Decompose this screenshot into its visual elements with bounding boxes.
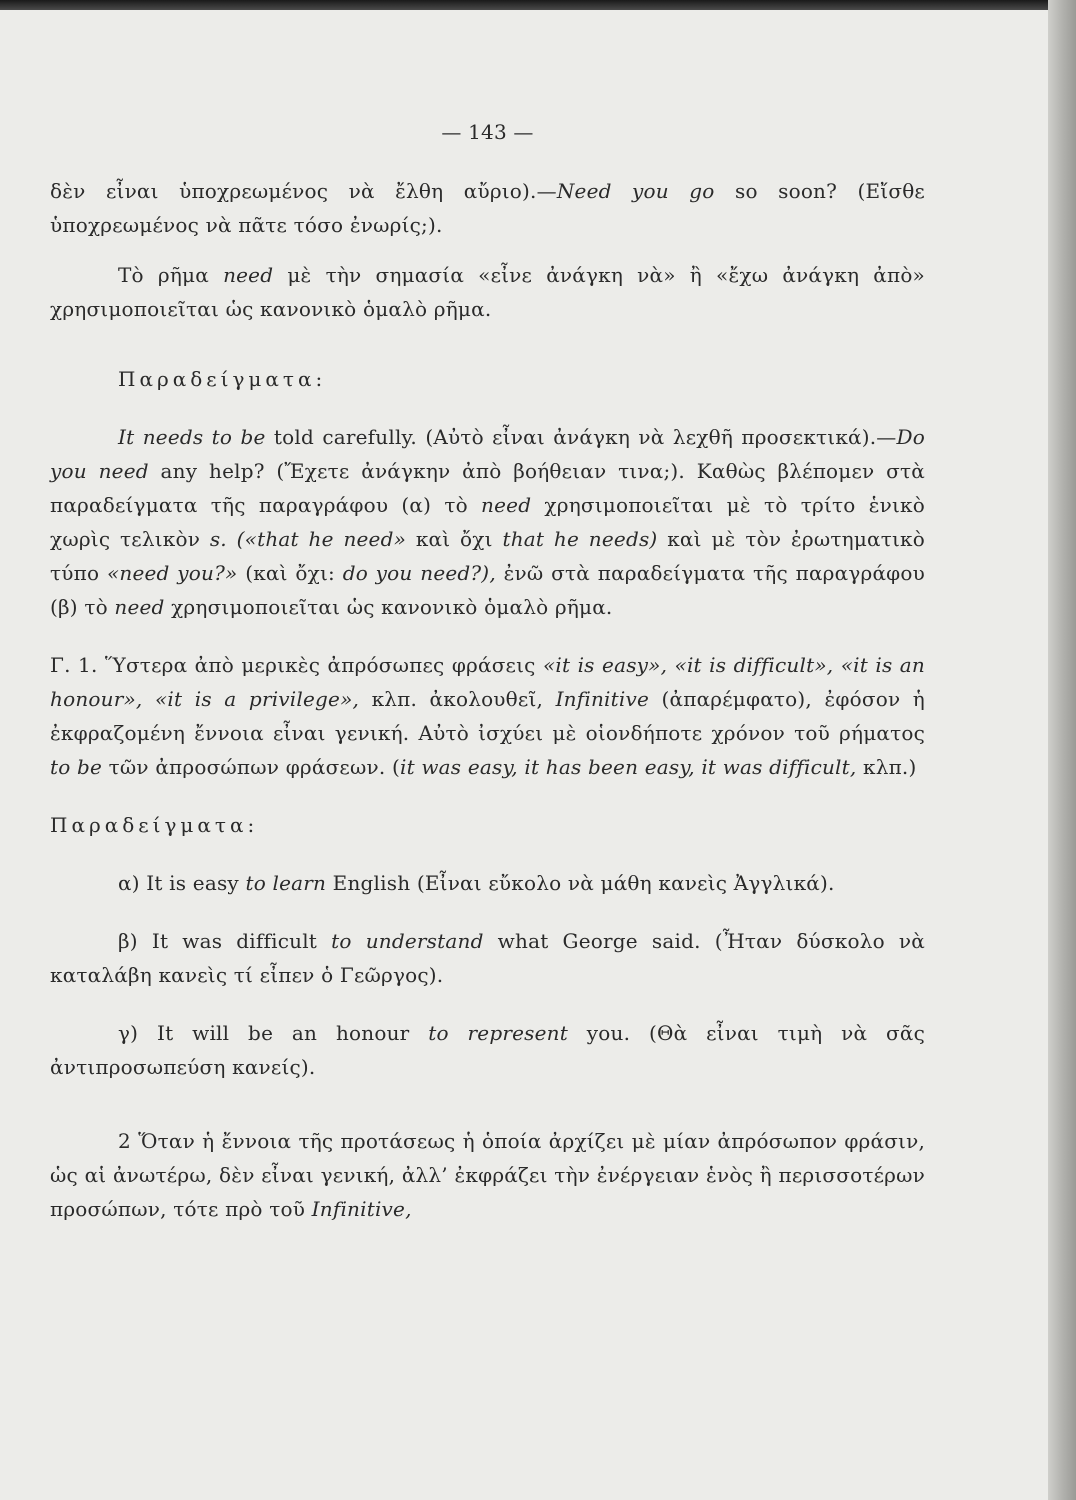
italic-run: to be [50,755,103,779]
page-edge-shadow [1048,0,1076,1500]
text-run: what George said. (Ἦταν δύσκολο νὰ καταλάβη κανεὶς τί εἶπεν ὁ Γεῶργος). [50,929,925,987]
text-run: you. (Θὰ εἶναι τιμὴ νὰ σᾶς ἀντιπροσωπεύση κανείς). [50,1021,925,1079]
text-run: καὶ μὲ τὸν ἐρωτηματικὸ τύπο [50,527,925,585]
page-number: — 143 — [441,120,534,144]
italic-run: Do you need [50,425,925,483]
text-run: κλπ.) [856,755,917,779]
text-run: Τὸ ρῆμα [118,263,224,287]
text-run: κλπ. ἀκολουθεῖ, [359,687,556,711]
text-run: δὲν εἶναι ὑποχρεωμένος νὰ ἔλθη αὔριο).— [50,179,557,203]
italic-run: Infinitive, [311,1197,412,1221]
paragraph-section-g1 [50,648,925,784]
text-run: English (Εἶναι εὔκολο νὰ μάθη κανεὶς Ἀγγλικά). [326,871,835,895]
text-run: any help? (Ἔχετε ἀνάγκην ἀπὸ βοήθειαν τινα;). Καθὼς βλέπομεν στὰ παραδείγματα τῆς παραγράφου (α) τὸ [50,459,925,517]
text-run: (καὶ ὄχι: [237,561,343,585]
paragraph-need-examples [50,420,925,624]
italic-run: that he needs) [502,527,658,551]
italic-run: Infinitive [555,687,650,711]
scan-top-shadow [0,0,1076,10]
italic-run: «it is easy», «it is difficult», «it is an honour», «it is a privilege», [50,653,926,711]
italic-run: to learn [245,871,327,895]
page-text [50,118,925,1226]
paragraph-continuation [50,174,925,242]
text-run: (ἀπαρέμφατο), ἐφόσον ἡ ἐκφραζομένη ἔννοια εἶναι γενική. Αὐτὸ ἰσχύει μὲ οἱονδήποτε χρόνον τοῦ ρήματος [50,687,925,745]
example-b [50,924,925,992]
text-run: 2 Ὅταν ἡ ἔννοια τῆς προτάσεως ἡ ὁποία ἀρχίζει μὲ μίαν ἀπρόσωπον φράσιν, ὡς αἱ ἀνωτέρω, δὲν εἶναι γενική, ἀλλ’ ἐκφράζει τὴν ἐνέργειαν ἑνὸς ἢ περισσοτέρων προσώπων, τότε πρὸ τοῦ [50,1129,925,1221]
italic-run: s. («that he need» [209,527,407,551]
text-run: so soon? (Εἴσθε ὑποχρεωμένος νὰ πᾶτε τόσο ἐνωρίς;). [50,179,925,237]
italic-run: «need you?» [106,561,238,585]
text-run: καὶ ὄχι [406,527,503,551]
text-run: β) It was difficult [118,929,332,953]
text-run: Γ. 1. Ὕστερα ἀπὸ μερικὲς ἀπρόσωπες φράσεις [50,653,543,677]
text-run: ἐνῶ στὰ παραδείγματα τῆς παραγράφου (β) τὸ [50,561,925,619]
text-run: α) It is easy [118,871,246,895]
text-run: μὲ τὴν σημασία «εἶνε ἀνάγκη νὰ» ἢ «ἔχω ἀνάγκη ἀπὸ» χρησιμοποιεῖται ὡς κανονικὸ ὁμαλὸ ρῆμα. [50,263,925,321]
example-a [50,866,925,900]
book-page [0,10,1048,1500]
text-run: γ) It will be an honour [118,1021,429,1045]
italic-run: need [114,595,165,619]
example-c [50,1016,925,1084]
heading-examples-2: Παραδείγματα: [50,813,259,837]
italic-run: do you need?), [342,561,496,585]
italic-run: it was easy, it has been easy, it was difficult, [399,755,857,779]
italic-run: to understand [331,929,484,953]
italic-run: Need you go [556,179,715,203]
italic-run: to represent [428,1021,568,1045]
italic-run: need [481,493,532,517]
italic-run: need [223,263,274,287]
text-run: χρησιμοποιεῖται μὲ τὸ τρίτο ἑνικὸ χωρὶς τελικὸν [50,493,925,551]
italic-run: It needs to be [118,425,266,449]
text-run: τῶν ἀπροσώπων φράσεων. ( [102,755,400,779]
paragraph-need-regular-verb [50,258,925,326]
heading-examples-1: Παραδείγματα: [118,367,327,391]
text-run: told carefully. (Αὐτὸ εἶναι ἀνάγκη νὰ λεχθῆ προσεκτικά).— [265,425,897,449]
paragraph-section-2 [50,1124,925,1226]
text-run: χρησιμοποιεῖται ὡς κανονικὸ ὁμαλὸ ρῆμα. [164,595,613,619]
